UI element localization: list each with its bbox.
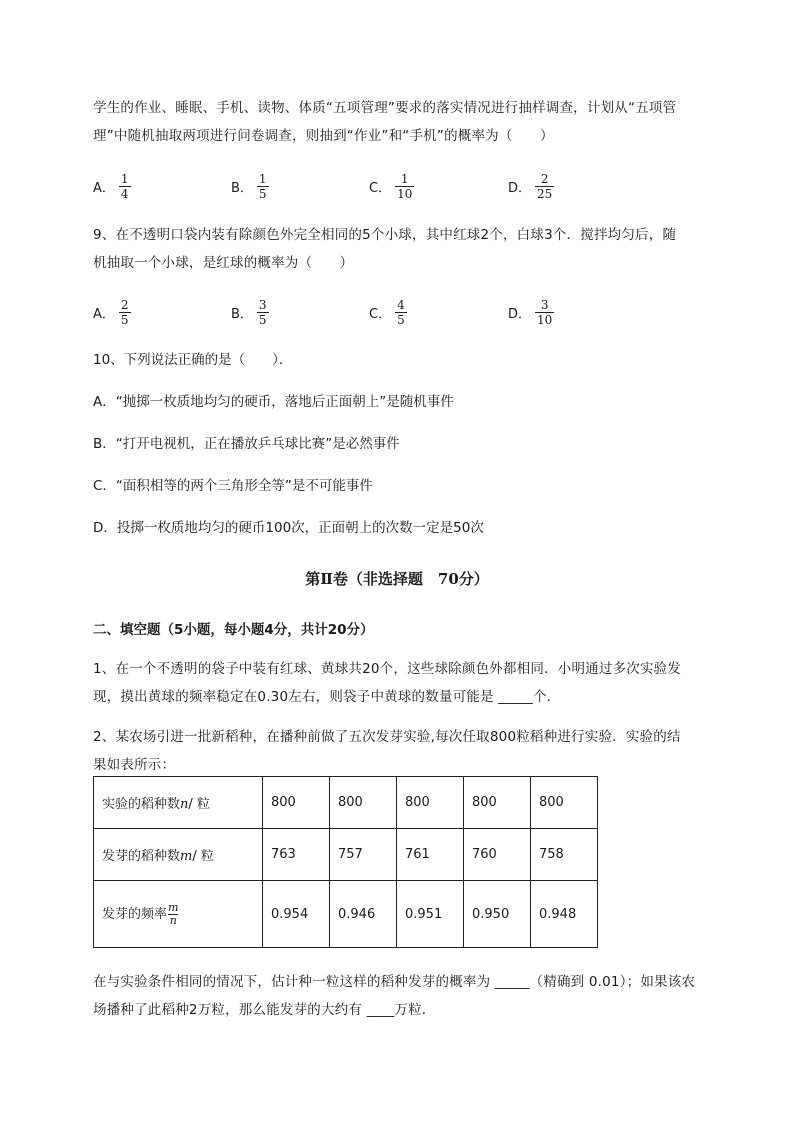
fraction (395, 298, 407, 327)
numerator: 1 (258, 171, 267, 186)
fill2-stem (93, 723, 703, 779)
table-cell: 761 (397, 829, 464, 881)
followup-line1: 在与实验条件相同的情况下，估计种一粒这样的稻种发芽的概率为 _____（精确到 0.01）；如果该农 (93, 974, 696, 990)
denominator: 5 (258, 312, 267, 327)
fraction (257, 298, 269, 327)
denominator: 5 (397, 312, 405, 327)
q10-option-c[interactable]: C．“面积相等的两个三角形全等”是不可能事件 (93, 478, 373, 494)
fill2-followup (93, 968, 703, 1024)
q10-option-b[interactable]: B．“打开电视机，正在播放乒乓球比赛”是必然事件 (93, 436, 400, 452)
denominator: 4 (120, 186, 129, 201)
row-header (94, 777, 263, 829)
option-label: D． (508, 180, 532, 196)
fraction (395, 172, 414, 201)
q8-option-a[interactable] (93, 166, 131, 206)
q9-option-d[interactable] (508, 292, 554, 332)
numerator: 2 (540, 171, 549, 186)
q9-line2: 机抽取一个小球，是红球的概率为（ ） (93, 255, 354, 271)
table-cell: 760 (464, 829, 531, 881)
numerator: 1 (120, 171, 129, 186)
denominator: 10 (537, 312, 553, 327)
denominator: 25 (537, 186, 553, 201)
table-cell: 800 (531, 777, 598, 829)
fill2-line2: 果如表所示： (93, 757, 176, 773)
table-row (94, 829, 598, 881)
row-label: 发芽的稻种数 (102, 849, 181, 864)
fraction (535, 172, 554, 201)
denominator: n (169, 913, 177, 927)
variable-m: m (180, 849, 193, 864)
option-label: B． (231, 306, 253, 322)
q8-option-c[interactable] (369, 166, 414, 206)
followup-line2: 场播种了此稻种2万粒，那么能发芽的大约有 ____万粒． (93, 1002, 436, 1018)
row-header (94, 829, 263, 881)
denominator: 5 (120, 312, 129, 327)
q8-option-d[interactable] (508, 166, 554, 206)
option-label: C． (369, 306, 392, 322)
numerator: 3 (258, 297, 267, 312)
fill1-line1: 1、在一个不透明的袋子中装有红球、黄球共20个，这些球除颜色外都相同．小明通过多次实验发 (93, 661, 682, 677)
table-cell: 757 (330, 829, 397, 881)
q9-option-b[interactable] (231, 292, 269, 332)
table-cell: 800 (464, 777, 531, 829)
fraction (119, 172, 131, 201)
fraction (119, 298, 131, 327)
table-row (94, 881, 598, 948)
q9-line1: 9、在不透明口袋内装有除颜色外完全相同的5个小球，其中红球2个，白球3个．搅拌均匀后，随 (93, 227, 677, 243)
q8-options (93, 166, 653, 206)
option-label: B． (231, 180, 253, 196)
numerator: 4 (397, 297, 405, 312)
table-cell: 0.951 (397, 881, 464, 948)
q8-option-b[interactable] (231, 166, 269, 206)
q8-line2: 理”中随机抽取两项进行问卷调查，则抽到“作业”和“手机”的概率为（ ） (93, 128, 554, 144)
q9-options (93, 292, 653, 332)
germination-table (93, 776, 598, 948)
table-cell: 0.954 (263, 881, 330, 948)
row-label: 实验的稻种数 (102, 797, 181, 812)
q8-line1: 学生的作业、睡眠、手机、读物、体质“五项管理”要求的落实情况进行抽样调查，计划从“五项管 (93, 100, 677, 116)
option-label: A． (93, 306, 115, 322)
q10-option-a[interactable]: A．“抛掷一枚质地均匀的硬币，落地后正面朝上”是随机事件 (93, 394, 454, 410)
q9-option-a[interactable] (93, 292, 131, 332)
q8-stem (93, 94, 703, 150)
variable-n: n (180, 797, 189, 812)
table-cell: 800 (397, 777, 464, 829)
table-cell: 758 (531, 829, 598, 881)
table-cell: 0.950 (464, 881, 531, 948)
fraction (168, 902, 178, 927)
table-cell: 800 (263, 777, 330, 829)
denominator: 5 (258, 186, 267, 201)
table-cell: 800 (330, 777, 397, 829)
q9-stem (93, 221, 703, 277)
table-cell: 0.946 (330, 881, 397, 948)
row-header (94, 881, 263, 948)
table-cell: 763 (263, 829, 330, 881)
fraction (257, 172, 269, 201)
section-title: 第Ⅱ卷（非选择题 70分） (305, 570, 489, 588)
fill1-line2: 现，摸出黄球的频率稳定在0.30左右，则袋子中黄球的数量可能是 _____个． (93, 689, 561, 705)
row-label: 发芽的频率 (102, 906, 168, 922)
option-label: A． (93, 180, 115, 196)
row-unit: / 粒 (192, 849, 214, 864)
numerator: m (168, 900, 179, 914)
q10-stem: 10、下列说法正确的是（ ）． (93, 352, 293, 368)
q10-option-d[interactable]: D．投掷一枚质地均匀的硬币100次，正面朝上的次数一定是50次 (93, 520, 484, 536)
fraction (535, 298, 554, 327)
numerator: 2 (120, 297, 129, 312)
option-label: C． (369, 180, 392, 196)
option-label: D． (508, 306, 532, 322)
row-unit: / 粒 (188, 797, 210, 812)
denominator: 10 (397, 186, 413, 201)
numerator: 3 (540, 297, 549, 312)
table-row (94, 777, 598, 829)
table-cell: 0.948 (531, 881, 598, 948)
numerator: 1 (400, 171, 409, 186)
q9-option-c[interactable] (369, 292, 407, 332)
fill1-stem (93, 655, 703, 711)
section-subtitle: 二、填空题（5小题，每小题4分，共计20分） (93, 622, 374, 638)
fill2-line1: 2、某农场引进一批新稻种，在播种前做了五次发芽实验,每次任取800粒稻种进行实验．实验的结 (93, 729, 681, 745)
